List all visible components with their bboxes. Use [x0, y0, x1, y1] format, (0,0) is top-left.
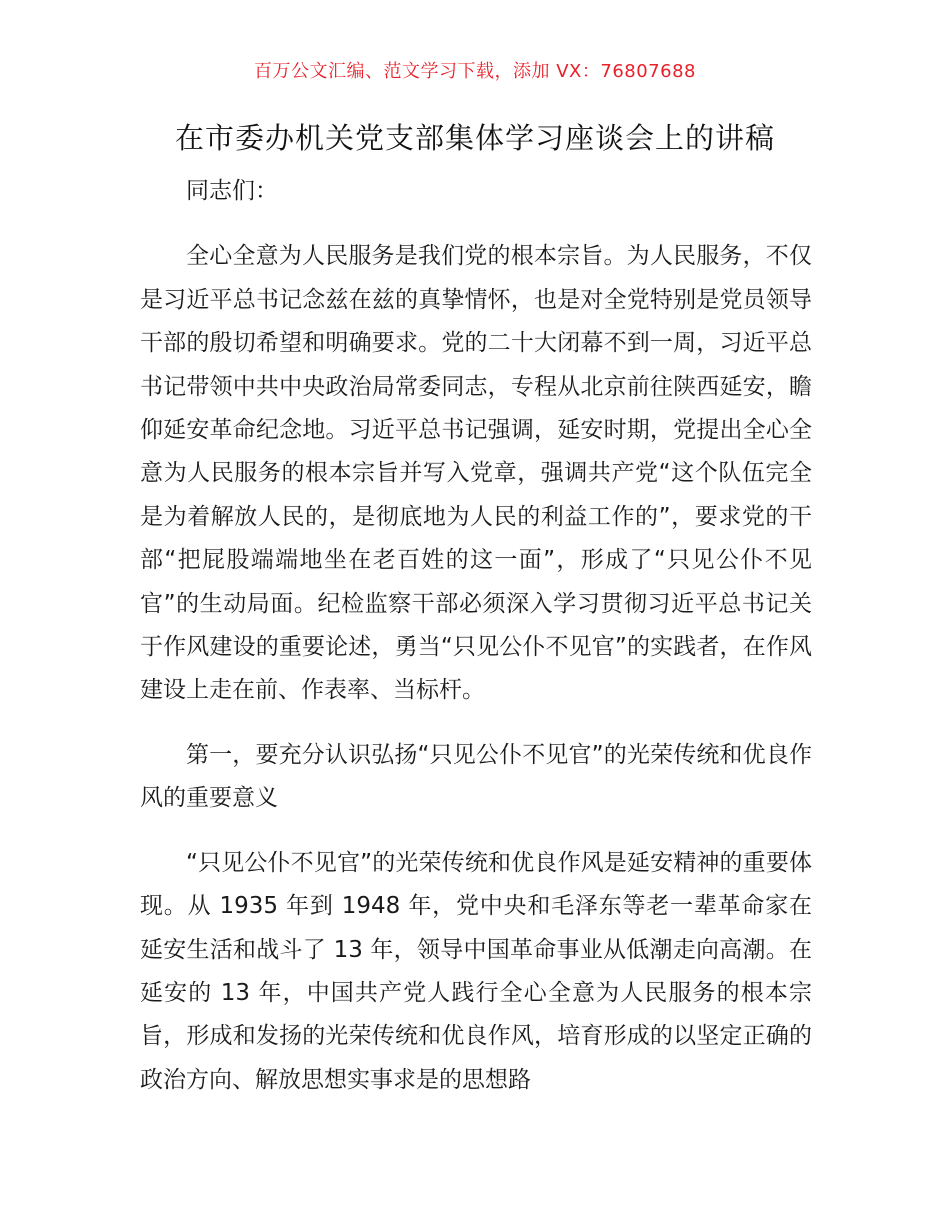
- document-title: 在市委办机关党支部集体学习座谈会上的讲稿: [174, 121, 775, 155]
- section-heading-first: 第一，要充分认识弘扬“只见公仆不见官”的光荣传统和优良作风的重要意义: [140, 741, 812, 812]
- watermark-header: 百万公文汇编、范文学习下载，添加 VX：76807688: [254, 61, 696, 82]
- paragraph-intro: 全心全意为人民服务是我们党的根本宗旨。为人民服务，不仅是习近平总书记念兹在兹的真挚情怀，也是对全党特别是党员领导干部的殷切希望和明确要求。党的二十大闭幕不到一周，习近平总书记带领中共中央政治局常委同志，专程从北京前往陕西延安，瞻仰延安革命纪念地。习近平总书记强调，延安时期，党提出全心全意为人民服务的根本宗旨并写入党章，强调共产党“这个队伍完全是为着解放人民的，是彻底地为人民的利益工作的”，要求党的干部“把屁股端端地坐在老百姓的这一面”，形成了“只见公仆不见官”的生动局面。纪检监察干部必须深入学习贯彻习近平总书记关于作风建设的重要论述，勇当“只见公仆不见官”的实践者，在作风建设上走在前、作表率、当标杆。: [140, 243, 812, 704]
- document-body: [140, 170, 812, 1123]
- paragraph-body: “只见公仆不见官”的光荣传统和优良作风是延安精神的重要体现。从 1935 年到 1948 年，党中央和毛泽东等老一辈革命家在延安生活和战斗了 13 年，领导中国革命事业从低潮走向高潮。在延安的 13 年，中国共产党人践行全心全意为人民服务的根本宗旨，形成和发扬的光荣传统和优良作风，培育形成的以坚定正确的政治方向、解放思想实事求是的思想路: [140, 849, 812, 1093]
- salutation: 同志们：: [186, 178, 278, 204]
